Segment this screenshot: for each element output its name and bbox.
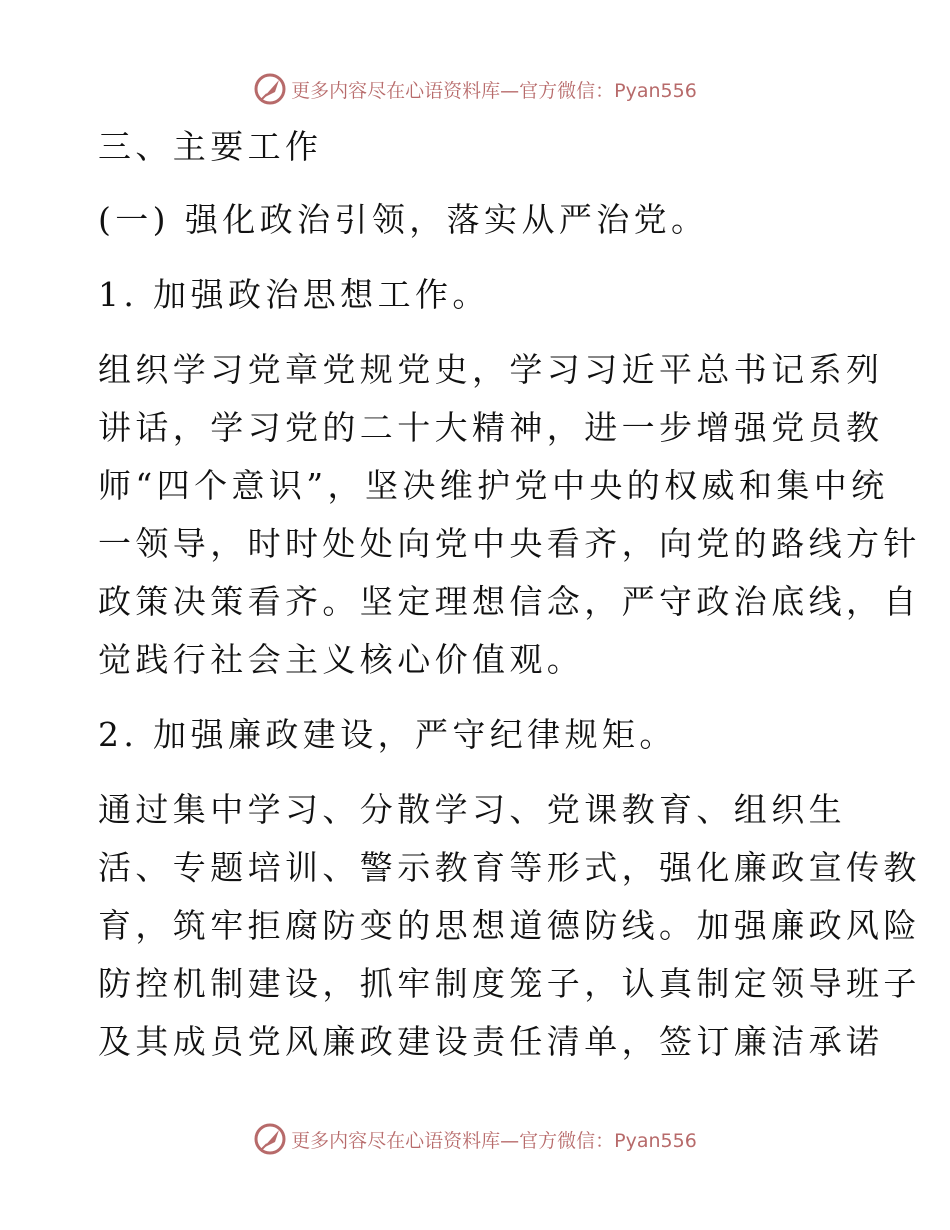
paragraph-line: 育，筑牢拒腐防变的思想道德防线。加强廉政风险 <box>98 906 921 945</box>
item-heading-2: 2. 加强廉政建设，严守纪律规矩。 <box>98 715 677 754</box>
watermark-text: 更多内容尽在心语资料库—官方微信：Pyan556 <box>291 1129 697 1152</box>
section-heading: 三、主要工作 <box>98 127 323 166</box>
paragraph-line: 觉践行社会主义核心价值观。 <box>98 640 585 679</box>
quill-seal-icon <box>253 72 287 106</box>
subsection-heading: (一) 强化政治引领，落实从严治党。 <box>98 200 709 239</box>
header-watermark <box>0 72 950 106</box>
paragraph-line: 及其成员党风廉政建设责任清单，签订廉洁承诺 <box>98 1022 884 1061</box>
paragraph-line: 通过集中学习、分散学习、党课教育、组织生 <box>98 790 846 829</box>
paragraph-line: 防控机制建设，抓牢制度笼子，认真制定领导班子 <box>98 964 921 1003</box>
paragraph-line: 活、专题培训、警示教育等形式，强化廉政宣传教 <box>98 848 921 887</box>
paragraph-line: 讲话，学习党的二十大精神，进一步增强党员教 <box>98 408 884 447</box>
item-heading-1: 1. 加强政治思想工作。 <box>98 275 490 314</box>
paragraph-line: 政策决策看齐。坚定理想信念，严守政治底线，自 <box>98 582 921 621</box>
paragraph-line: 组织学习党章党规党史，学习习近平总书记系列 <box>98 350 884 389</box>
paragraph-line: 师“四个意识”，坚决维护党中央的权威和集中统 <box>98 466 889 505</box>
paragraph-line: 一领导，时时处处向党中央看齐，向党的路线方针 <box>98 524 921 563</box>
quill-seal-icon <box>253 1122 287 1156</box>
watermark-text: 更多内容尽在心语资料库—官方微信：Pyan556 <box>291 79 697 102</box>
footer-watermark <box>0 1122 950 1156</box>
